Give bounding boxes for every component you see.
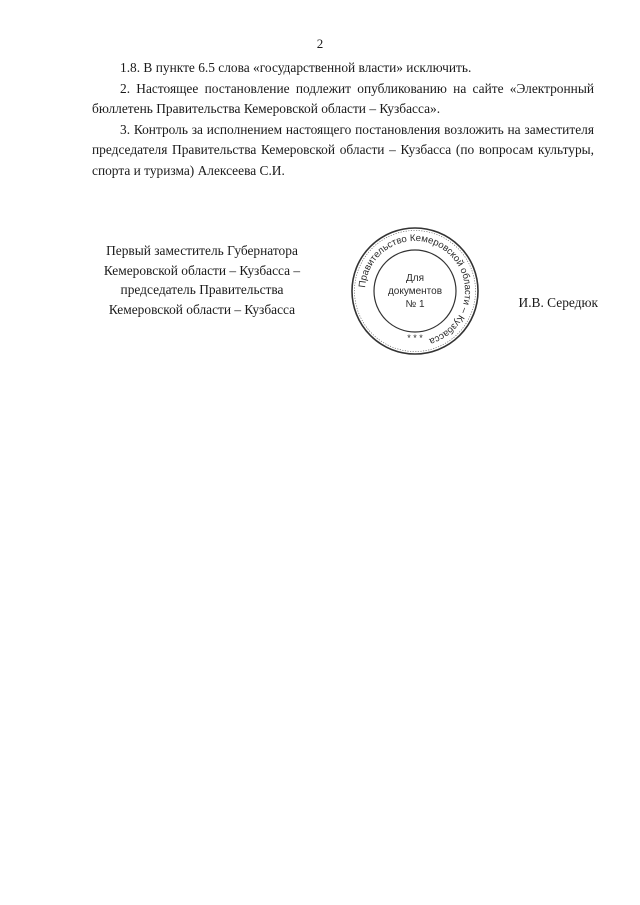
signer-position-line: Первый заместитель Губернатора [106, 243, 298, 258]
paragraph-1-8: 1.8. В пункте 6.5 слова «государственной власти» исключить. [120, 60, 472, 75]
seal-center-line: № 1 [405, 299, 425, 310]
seal-center-line: документов [387, 286, 443, 297]
signer-position-line: Кемеровской области – Кузбасса – [103, 262, 301, 278]
seal-ring-text: Правительство Кемеровской области – Кузбасса [357, 232, 474, 347]
signer-name: И.В. Середюк [518, 295, 598, 310]
signer-position-line: Кемеровской области – Кузбасса [108, 301, 296, 317]
signer-position-line: председатель Правительства [120, 282, 284, 297]
seal-stamp-graphic [349, 225, 481, 357]
paragraph-2: 2. Настоящее постановление подлежит опубликованию на сайте «Электронный бюллетень Правительства Кемеровской области – Кузбасса». [92, 80, 594, 116]
document-body [92, 58, 594, 181]
seal-center-line: Для [405, 273, 425, 284]
seal-stars: * * * [407, 333, 423, 343]
page-number: 2 [316, 36, 324, 51]
official-seal [349, 225, 481, 357]
paragraph-3: 3. Контроль за исполнением настоящего постановления возложить на заместителя председателя Правительства Кемеровской области – Кузбасса (по вопросам культуры, спорта и туризма) Алексеева С.И. [92, 121, 594, 178]
signer-position [84, 241, 320, 319]
